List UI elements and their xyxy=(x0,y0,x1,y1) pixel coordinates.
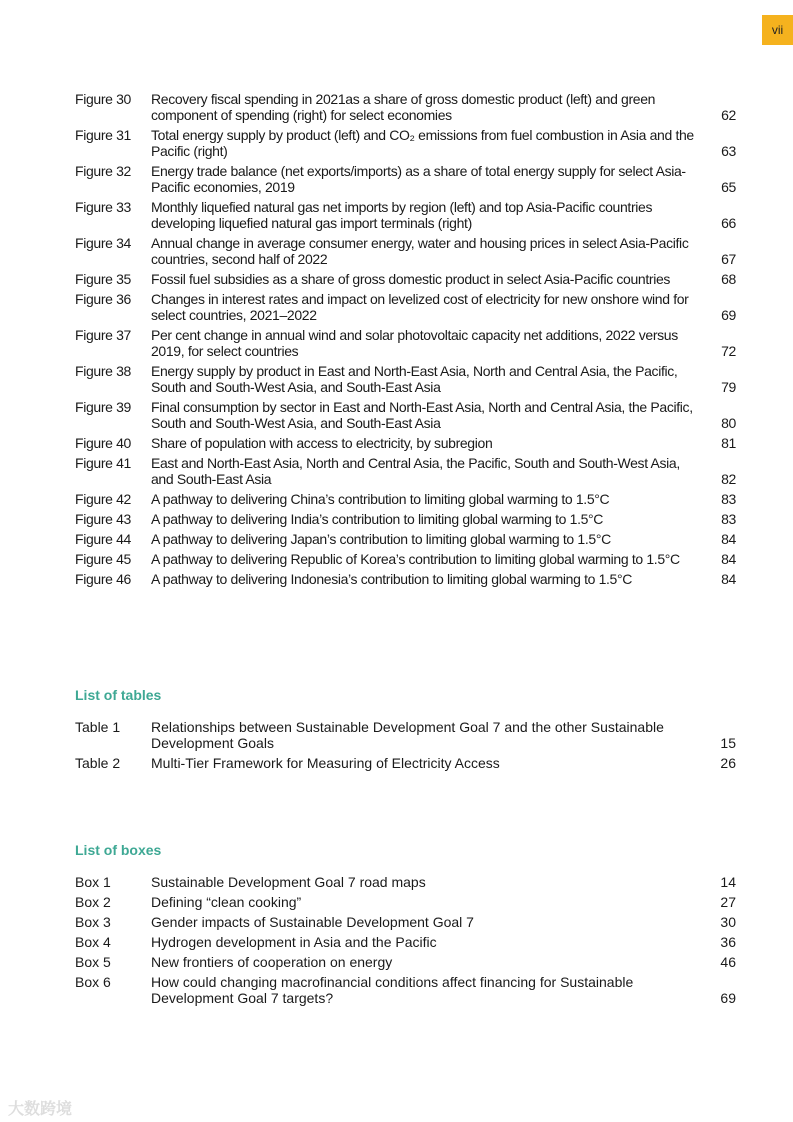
entry-label: Figure 37 xyxy=(75,327,131,343)
entry-title: Monthly liquefied natural gas net imports by region (left) and top Asia-Pacific countries developing liquefied natural gas import terminals (right) xyxy=(151,199,653,231)
entry-label: Figure 32 xyxy=(75,163,131,179)
boxes-heading: List of boxes xyxy=(75,842,162,858)
toc-entry[interactable] xyxy=(75,127,736,159)
entry-label: Box 6 xyxy=(75,974,111,990)
toc-entry[interactable] xyxy=(75,954,736,970)
entry-page-number: 80 xyxy=(721,415,736,431)
entry-title: East and North-East Asia, North and Central Asia, the Pacific, South and South-West Asia, and South-East Asia xyxy=(151,455,680,487)
entry-label: Figure 45 xyxy=(75,551,131,567)
entry-page-number: 67 xyxy=(721,251,736,267)
list-of-tables xyxy=(75,719,736,775)
entry-title: Share of population with access to electricity, by subregion xyxy=(151,435,493,451)
entry-page-number: 62 xyxy=(721,107,736,123)
entry-page-number: 69 xyxy=(721,307,736,323)
page-number-tab: vii xyxy=(762,15,793,45)
entry-label: Table 1 xyxy=(75,719,121,735)
entry-title: Multi-Tier Framework for Measuring of Electricity Access xyxy=(151,755,500,771)
entry-page-number: 84 xyxy=(721,531,736,547)
list-of-figures xyxy=(75,91,736,591)
entry-title: A pathway to delivering China’s contribution to limiting global warming to 1.5°C xyxy=(151,491,610,507)
entry-title: Annual change in average consumer energy, water and housing prices in select Asia-Pacific countries, second half of 2022 xyxy=(151,235,689,267)
toc-entry[interactable] xyxy=(75,291,736,323)
entry-page-number: 79 xyxy=(721,379,736,395)
entry-page-number: 26 xyxy=(720,755,736,771)
toc-entry[interactable] xyxy=(75,199,736,231)
entry-label: Figure 46 xyxy=(75,571,131,587)
entry-page-number: 15 xyxy=(720,735,736,751)
entry-page-number: 66 xyxy=(721,215,736,231)
entry-title: Defining “clean cooking” xyxy=(151,894,302,910)
entry-label: Box 1 xyxy=(75,874,111,890)
toc-entry[interactable] xyxy=(75,531,736,547)
entry-title: Relationships between Sustainable Development Goal 7 and the other Sustainable Development Goals xyxy=(151,719,664,751)
entry-title: Total energy supply by product (left) and CO₂ emissions from fuel combustion in Asia and the Pacific (right) xyxy=(151,127,694,159)
entry-page-number: 83 xyxy=(721,491,736,507)
entry-label: Figure 41 xyxy=(75,455,131,471)
toc-entry[interactable] xyxy=(75,363,736,395)
entry-label: Figure 42 xyxy=(75,491,131,507)
entry-page-number: 46 xyxy=(720,954,736,970)
entry-title: How could changing macrofinancial conditions affect financing for Sustainable Development Goal 7 targets? xyxy=(151,974,634,1006)
entry-page-number: 69 xyxy=(720,990,736,1006)
entry-title: Hydrogen development in Asia and the Pacific xyxy=(151,934,437,950)
entry-label: Figure 31 xyxy=(75,127,131,143)
entry-title: A pathway to delivering Republic of Korea’s contribution to limiting global warming to 1.5°C xyxy=(151,551,680,567)
entry-label: Box 5 xyxy=(75,954,111,970)
entry-title: Energy trade balance (net exports/imports) as a share of total energy supply for select Asia-Pacific economies, 2019 xyxy=(151,163,686,195)
entry-title: A pathway to delivering Japan’s contribution to limiting global warming to 1.5°C xyxy=(151,531,611,547)
entry-title: Sustainable Development Goal 7 road maps xyxy=(151,874,426,890)
entry-label: Figure 34 xyxy=(75,235,131,251)
entry-page-number: 81 xyxy=(721,435,736,451)
entry-label: Figure 36 xyxy=(75,291,131,307)
entry-label: Figure 43 xyxy=(75,511,131,527)
toc-entry[interactable] xyxy=(75,91,736,123)
toc-entry[interactable] xyxy=(75,719,736,751)
entry-page-number: 72 xyxy=(721,343,736,359)
entry-page-number: 84 xyxy=(721,571,736,587)
entry-page-number: 84 xyxy=(721,551,736,567)
entry-label: Figure 30 xyxy=(75,91,131,107)
list-of-boxes xyxy=(75,874,736,1010)
entry-title: Per cent change in annual wind and solar photovoltaic capacity net additions, 2022 versus 2019, for select countries xyxy=(151,327,678,359)
entry-label: Box 2 xyxy=(75,894,111,910)
toc-entry[interactable] xyxy=(75,914,736,930)
entry-title: Fossil fuel subsidies as a share of gross domestic product in select Asia-Pacific countries xyxy=(151,271,671,287)
entry-title: Recovery fiscal spending in 2021as a share of gross domestic product (left) and green component of spending (right) for select economies xyxy=(151,91,656,123)
toc-entry[interactable] xyxy=(75,455,736,487)
entry-title: A pathway to delivering India’s contribution to limiting global warming to 1.5°C xyxy=(151,511,604,527)
toc-entry[interactable] xyxy=(75,163,736,195)
entry-title: Final consumption by sector in East and North-East Asia, North and Central Asia, the Pacific, South and South-West Asia, and South-East Asia xyxy=(151,399,693,431)
entry-page-number: 68 xyxy=(721,271,736,287)
toc-entry[interactable] xyxy=(75,491,736,507)
entry-title: A pathway to delivering Indonesia’s contribution to limiting global warming to 1.5°C xyxy=(151,571,633,587)
toc-entry[interactable] xyxy=(75,399,736,431)
entry-page-number: 83 xyxy=(721,511,736,527)
entry-page-number: 82 xyxy=(721,471,736,487)
entry-page-number: 27 xyxy=(720,894,736,910)
entry-title: New frontiers of cooperation on energy xyxy=(151,954,393,970)
toc-entry[interactable] xyxy=(75,511,736,527)
entry-label: Figure 40 xyxy=(75,435,131,451)
toc-entry[interactable] xyxy=(75,974,736,1006)
entry-label: Figure 35 xyxy=(75,271,131,287)
entry-label: Figure 39 xyxy=(75,399,131,415)
toc-entry[interactable] xyxy=(75,894,736,910)
entry-title: Changes in interest rates and impact on levelized cost of electricity for new onshore wind for select countries, 2021–2022 xyxy=(151,291,689,323)
toc-entry[interactable] xyxy=(75,435,736,451)
entry-label: Table 2 xyxy=(75,755,121,771)
entry-page-number: 14 xyxy=(720,874,736,890)
toc-entry[interactable] xyxy=(75,934,736,950)
entry-page-number: 63 xyxy=(721,143,736,159)
toc-entry[interactable] xyxy=(75,235,736,267)
toc-entry[interactable] xyxy=(75,551,736,567)
entry-page-number: 65 xyxy=(721,179,736,195)
entry-title: Energy supply by product in East and North-East Asia, North and Central Asia, the Pacific, South and South-West Asia, and South-East Asia xyxy=(151,363,678,395)
toc-entry[interactable] xyxy=(75,755,736,771)
entry-label: Figure 38 xyxy=(75,363,131,379)
entry-label: Figure 33 xyxy=(75,199,131,215)
entry-page-number: 30 xyxy=(720,914,736,930)
tables-heading: List of tables xyxy=(75,687,162,703)
entry-page-number: 36 xyxy=(720,934,736,950)
toc-entry[interactable] xyxy=(75,571,736,587)
entry-title: Gender impacts of Sustainable Development Goal 7 xyxy=(151,914,474,930)
watermark-logo: 大数跨境 xyxy=(8,1101,73,1118)
entry-label: Box 3 xyxy=(75,914,111,930)
entry-label: Figure 44 xyxy=(75,531,131,547)
toc-entry[interactable] xyxy=(75,327,736,359)
entry-label: Box 4 xyxy=(75,934,111,950)
toc-entry[interactable] xyxy=(75,874,736,890)
toc-entry[interactable] xyxy=(75,271,736,287)
